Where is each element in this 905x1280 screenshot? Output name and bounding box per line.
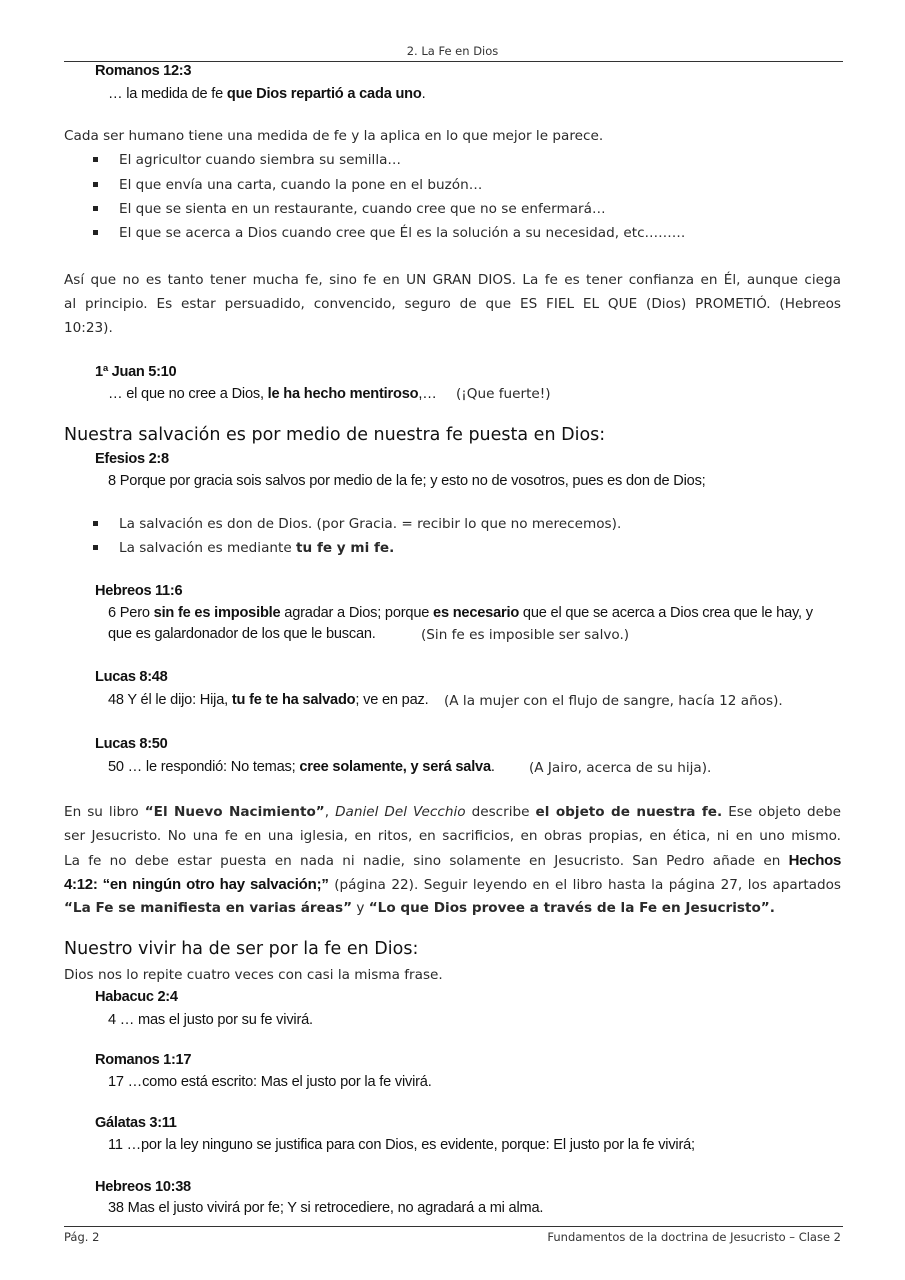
verse-text: 17 …como está escrito: Mas el justo por la fe vivirá.	[108, 1074, 432, 1090]
verse-reference: Lucas 8:50	[95, 736, 168, 752]
paragraph: Dios nos lo repite cuatro veces con casi la misma frase.	[64, 967, 443, 983]
bullet	[93, 206, 98, 211]
author-name: Daniel Del Vecchio	[335, 804, 466, 820]
verse-note: (Sin fe es imposible ser salvo.)	[421, 627, 630, 643]
verse-text-part: .	[421, 86, 426, 102]
paragraph-line: 10:23).	[64, 320, 113, 336]
paragraph-line: Así que no es tanto tener mucha fe, sino fe en UN GRAN DIOS. La fe es tener confianza en Él, aunque ciega	[64, 272, 841, 288]
bullet	[93, 521, 98, 526]
paragraph-part: Ese objeto debe	[722, 804, 842, 820]
paragraph-emphasis: el objeto de nuestra fe.	[535, 804, 723, 820]
verse-text	[108, 386, 437, 402]
paragraph-part: describe	[465, 804, 536, 820]
section-heading: Nuestra salvación es por medio de nuestra fe puesta en Dios:	[64, 425, 606, 445]
book-title: “El Nuevo Nacimiento”	[144, 804, 325, 820]
verse-text-emphasis: que Dios repartió a cada uno	[226, 86, 422, 102]
footer-course-title: Fundamentos de la doctrina de Jesucristo – Clase 2	[547, 1230, 841, 1244]
verse-text-part: 48 Y él le dijo: Hija,	[108, 692, 232, 708]
verse-reference: Romanos 1:17	[95, 1052, 192, 1068]
paragraph-emphasis: Hechos	[788, 852, 841, 869]
verse-text-part: .	[490, 759, 495, 775]
running-header: 2. La Fe en Dios	[406, 44, 499, 58]
verse-text-part: que el que se acerca a Dios crea que le hay, y	[519, 605, 813, 621]
verse-note: (¡Que fuerte!)	[456, 386, 551, 402]
list-item: El agricultor cuando siembra su semilla…	[119, 152, 402, 168]
verse-text-emphasis: es necesario	[433, 605, 520, 621]
paragraph: Cada ser humano tiene una medida de fe y la aplica en lo que mejor le parece.	[64, 128, 604, 144]
list-item-part: La salvación es mediante	[119, 540, 297, 556]
verse-text-part: ,…	[418, 386, 437, 402]
verse-reference: Romanos 12:3	[95, 63, 192, 79]
header-rule	[64, 61, 843, 62]
verse-text	[108, 605, 813, 621]
list-item	[119, 540, 394, 556]
verse-text: 11 …por la ley ninguno se justifica para con Dios, es evidente, porque: El justo por la fe vivirá;	[108, 1137, 695, 1153]
bullet	[93, 157, 98, 162]
verse-reference: Lucas 8:48	[95, 669, 168, 685]
verse-text-part: 50 … le respondió: No temas;	[108, 759, 300, 775]
list-item-emphasis: tu fe y mi fe.	[296, 540, 395, 556]
verse-reference: 1ª Juan 5:10	[95, 364, 177, 380]
verse-note: (A la mujer con el flujo de sangre, hacía 12 años).	[444, 693, 783, 709]
list-item: El que se sienta en un restaurante, cuando cree que no se enfermará…	[119, 201, 606, 217]
verse-text-part: … la medida de fe	[108, 86, 227, 102]
verse-reference: Gálatas 3:11	[95, 1115, 177, 1131]
verse-reference: Habacuc 2:4	[95, 989, 178, 1005]
paragraph-part: ,	[324, 804, 336, 820]
quote-emphasis: “en ningún otro hay salvación;”	[102, 876, 329, 893]
list-item: El que se acerca a Dios cuando cree que Él es la solución a su necesidad, etc………	[119, 225, 686, 241]
verse-note: (A Jairo, acerca de su hija).	[529, 760, 712, 776]
verse-text: 8 Porque por gracia sois salvos por medio de la fe; y esto no de vosotros, pues es don de Dios;	[108, 473, 706, 489]
paragraph-line	[64, 804, 841, 820]
verse-text	[108, 692, 428, 708]
list-item: El que envía una carta, cuando la pone en el buzón…	[119, 177, 483, 193]
verse-text	[108, 759, 495, 775]
verse-text: que es galardonador de los que le buscan.	[108, 626, 376, 642]
paragraph-part: En su libro	[64, 804, 145, 820]
verse-text-part: … el que no cree a Dios,	[108, 386, 268, 402]
paragraph-part: (página 22). Seguir leyendo en el libro hasta la página 27, los apartados	[328, 877, 842, 893]
paragraph-part: La fe no debe estar puesta en nada ni nadie, sino solamente en Jesucristo. San Pedro añade en	[64, 853, 789, 869]
paragraph-part: y	[352, 900, 369, 916]
section-reference: “La Fe se manifiesta en varias áreas”	[64, 900, 353, 916]
bullet	[93, 230, 98, 235]
paragraph-line	[64, 852, 841, 869]
verse-reference: Hebreos 11:6	[95, 583, 183, 599]
section-heading: Nuestro vivir ha de ser por la fe en Dios:	[64, 939, 419, 959]
footer-rule	[64, 1226, 843, 1227]
verse-text: 38 Mas el justo vivirá por fe; Y si retrocediere, no agradará a mi alma.	[108, 1200, 544, 1216]
verse-text-part: agradar a Dios; porque	[280, 605, 434, 621]
list-item: La salvación es don de Dios. (por Gracia. = recibir lo que no merecemos).	[119, 516, 622, 532]
verse-text-emphasis: tu fe te ha salvado	[231, 692, 356, 708]
page-number: Pág. 2	[64, 1230, 100, 1244]
verse-text-emphasis: sin fe es imposible	[153, 605, 281, 621]
section-reference: “Lo que Dios provee a través de la Fe en Jesucristo”.	[368, 900, 775, 916]
paragraph-line: ser Jesucristo. No una fe en una iglesia, en ritos, en sacrificios, en obras propias, en ética, ni en uno mismo.	[64, 828, 841, 844]
verse-reference: Efesios 2:8	[95, 451, 169, 467]
verse-text	[108, 86, 425, 102]
verse-text-part: 6 Pero	[108, 605, 154, 621]
paragraph-emphasis: 4:12:	[64, 876, 103, 893]
verse-text: 4 … mas el justo por su fe vivirá.	[108, 1012, 313, 1028]
paragraph-line: al principio. Es estar persuadido, convencido, seguro de que ES FIEL EL QUE (Dios) PROMETIÓ. (Hebreos	[64, 296, 841, 312]
verse-text-emphasis: le ha hecho mentiroso	[267, 386, 419, 402]
verse-text-part: ; ve en paz.	[355, 692, 429, 708]
paragraph-line	[64, 876, 841, 893]
bullet	[93, 545, 98, 550]
verse-text-emphasis: cree solamente, y será salva	[299, 759, 491, 775]
bullet	[93, 182, 98, 187]
verse-reference: Hebreos 10:38	[95, 1179, 191, 1195]
paragraph-line	[64, 900, 775, 916]
